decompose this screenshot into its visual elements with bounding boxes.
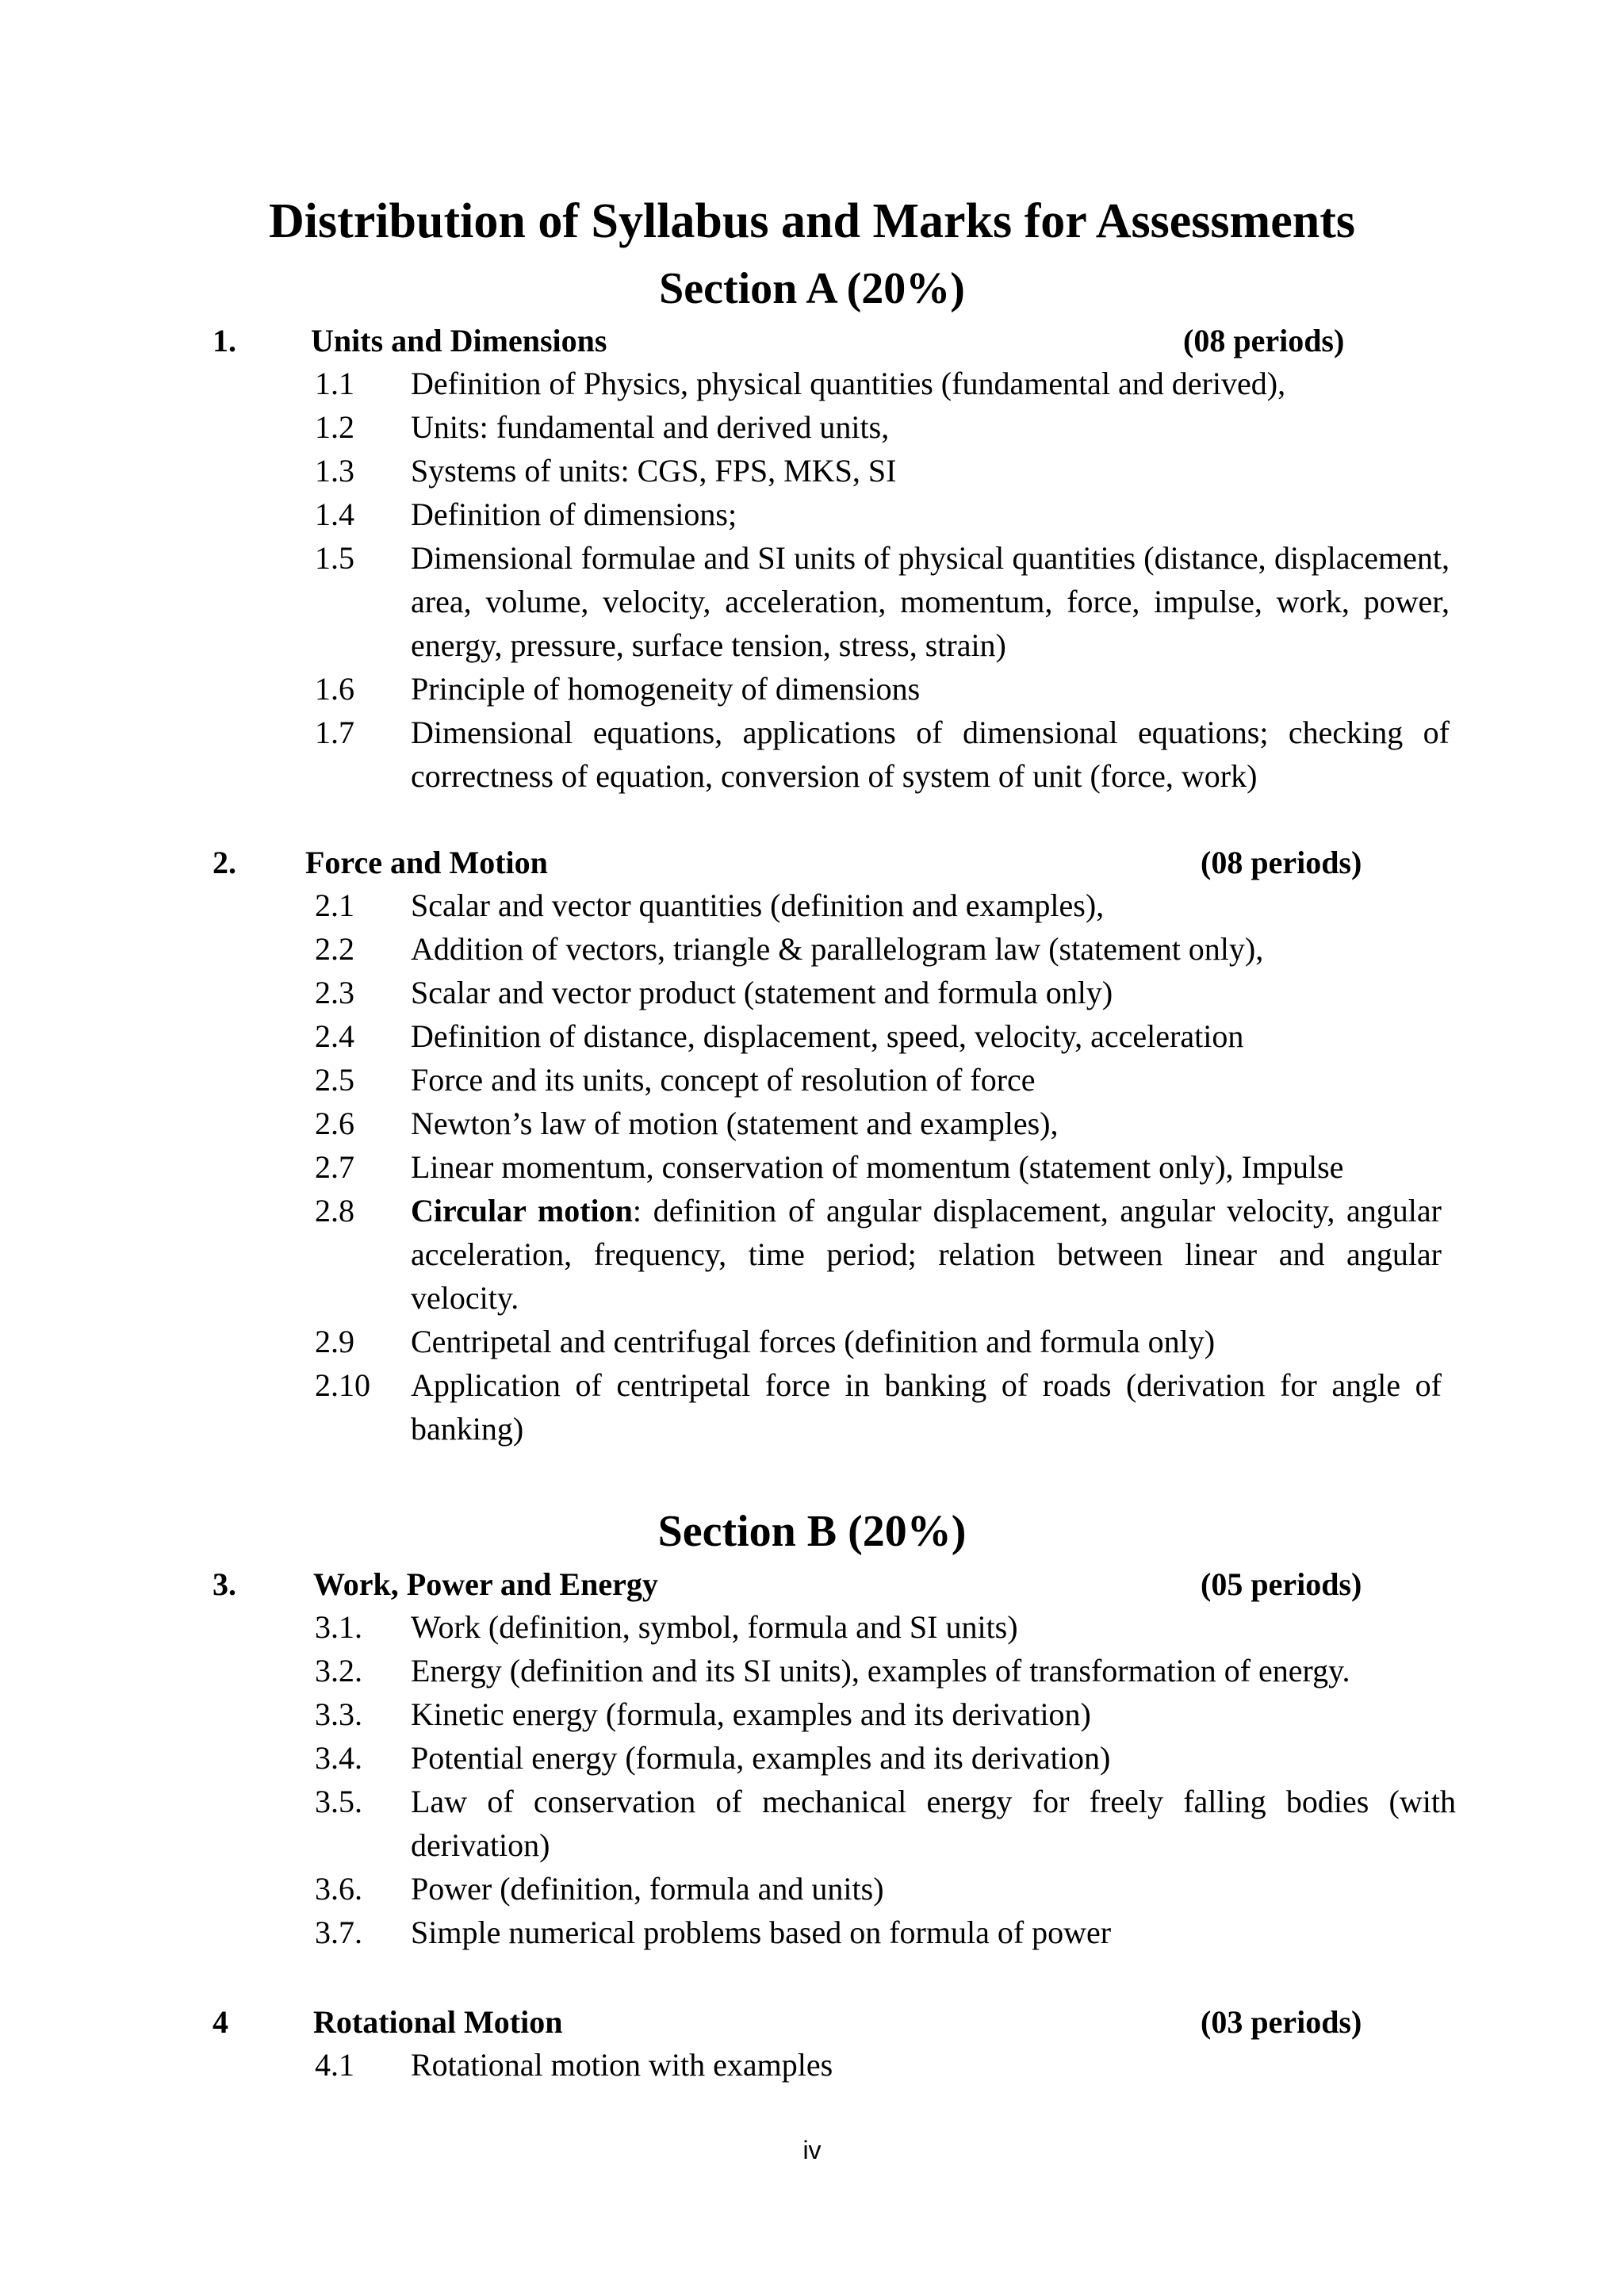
item-text: Potential energy (formula, examples and its derivation) <box>411 1740 1111 1776</box>
item-text: Application of centripetal force in banking of roads (derivation for angle of banking) <box>411 1367 1442 1447</box>
item-text: Energy (definition and its SI units), examples of transformation of energy. <box>411 1653 1350 1688</box>
item-lead-term: Circular motion <box>411 1193 633 1228</box>
item-number: 3.3. <box>315 1696 362 1732</box>
unit-periods: (08 periods) <box>1183 323 1345 358</box>
item-number: 2.9 <box>315 1324 354 1359</box>
item-text: Scalar and vector product (statement and formula only) <box>411 975 1113 1010</box>
unit-periods: (05 periods) <box>1201 1566 1362 1602</box>
item-text <box>411 1189 1442 1320</box>
item-number: 2.6 <box>315 1106 354 1141</box>
document-title: Distribution of Syllabus and Marks for Assessments <box>269 194 1355 248</box>
item-text: Definition of Physics, physical quantities (fundamental and derived), <box>411 366 1286 401</box>
item-text: Rotational motion with examples <box>411 2047 833 2083</box>
item-text: Dimensional formulae and SI units of physical quantities (distance, displacement, area, volume, velocity, acceleration, momentum, force, impulse, work, power, energy, pressure, surface tension, stress, strain) <box>411 540 1450 663</box>
item-number: 1.7 <box>315 715 354 750</box>
unit-heading-1 <box>0 325 1624 362</box>
item-text: Systems of units: CGS, FPS, MKS, SI <box>411 453 897 489</box>
item-text: Linear momentum, conservation of momentum (statement only), Impulse <box>411 1149 1344 1185</box>
item-text: Newton’s law of motion (statement and examples), <box>411 1106 1059 1141</box>
item-text: Work (definition, symbol, formula and SI units) <box>411 1609 1018 1645</box>
section-a-heading: Section A (20%) <box>659 264 965 313</box>
item-number: 3.5. <box>315 1784 362 1819</box>
item-number: 2.5 <box>315 1062 354 1098</box>
item-text: Addition of vectors, triangle & parallelogram law (statement only), <box>411 931 1264 967</box>
item-number: 3.6. <box>315 1871 362 1907</box>
item-number: 2.1 <box>315 887 354 923</box>
item-number: 1.5 <box>315 540 354 576</box>
item-number: 2.2 <box>315 931 354 967</box>
unit-periods: (08 periods) <box>1201 845 1362 880</box>
unit-periods: (03 periods) <box>1201 2004 1362 2040</box>
item-number: 2.8 <box>315 1193 354 1228</box>
item-number: 3.4. <box>315 1740 362 1776</box>
item-text: Scalar and vector quantities (definition and examples), <box>411 887 1105 923</box>
unit-number: 1. <box>213 323 236 358</box>
unit-number: 3. <box>213 1566 236 1602</box>
item-text: Definition of distance, displacement, speed, velocity, acceleration <box>411 1018 1244 1054</box>
unit-number: 2. <box>213 845 236 880</box>
item-number: 1.1 <box>315 366 354 401</box>
item-text: Units: fundamental and derived units, <box>411 409 890 445</box>
item-text: Law of conservation of mechanical energy for freely falling bodies (with derivation) <box>411 1784 1456 1863</box>
item-text: Power (definition, formula and units) <box>411 1871 884 1907</box>
unit-heading-4 <box>0 2004 1624 2043</box>
item-text: Dimensional equations, applications of dimensional equations; checking of correctness of equation, conversion of system of unit (force, work) <box>411 715 1450 794</box>
unit-title: Force and Motion <box>305 845 548 880</box>
item-number: 1.2 <box>315 409 354 445</box>
item-number: 3.2. <box>315 1653 362 1688</box>
item-text-rest: : definition of angular displacement, angular velocity, angular acceleration, frequency, time period; relation between linear and angular velocity. <box>411 1193 1442 1316</box>
item-number: 3.1. <box>315 1609 362 1645</box>
unit-title: Work, Power and Energy <box>313 1566 658 1602</box>
item-number: 1.3 <box>315 453 354 489</box>
section-b-heading: Section B (20%) <box>657 1507 967 1556</box>
unit-number: 4 <box>213 2004 228 2040</box>
item-number: 4.1 <box>315 2047 354 2083</box>
item-text: Principle of homogeneity of dimensions <box>411 671 921 707</box>
unit-title: Units and Dimensions <box>311 323 607 358</box>
unit-heading-2 <box>0 847 1624 884</box>
item-number: 2.4 <box>315 1018 354 1054</box>
unit-heading-3 <box>0 1566 1624 1605</box>
item-text: Centripetal and centrifugal forces (definition and formula only) <box>411 1324 1216 1359</box>
item-number: 2.10 <box>315 1367 370 1403</box>
item-text: Definition of dimensions; <box>411 496 737 532</box>
unit-title: Rotational Motion <box>313 2004 563 2040</box>
page-number: iv <box>802 2136 822 2164</box>
item-text: Force and its units, concept of resolution of force <box>411 1062 1036 1098</box>
item-number: 1.6 <box>315 671 354 707</box>
item-number: 2.7 <box>315 1149 354 1185</box>
item-number: 3.7. <box>315 1915 362 1950</box>
item-text: Kinetic energy (formula, examples and its derivation) <box>411 1696 1091 1732</box>
item-number: 1.4 <box>315 496 354 532</box>
item-text: Simple numerical problems based on formula of power <box>411 1915 1112 1950</box>
item-number: 2.3 <box>315 975 354 1010</box>
